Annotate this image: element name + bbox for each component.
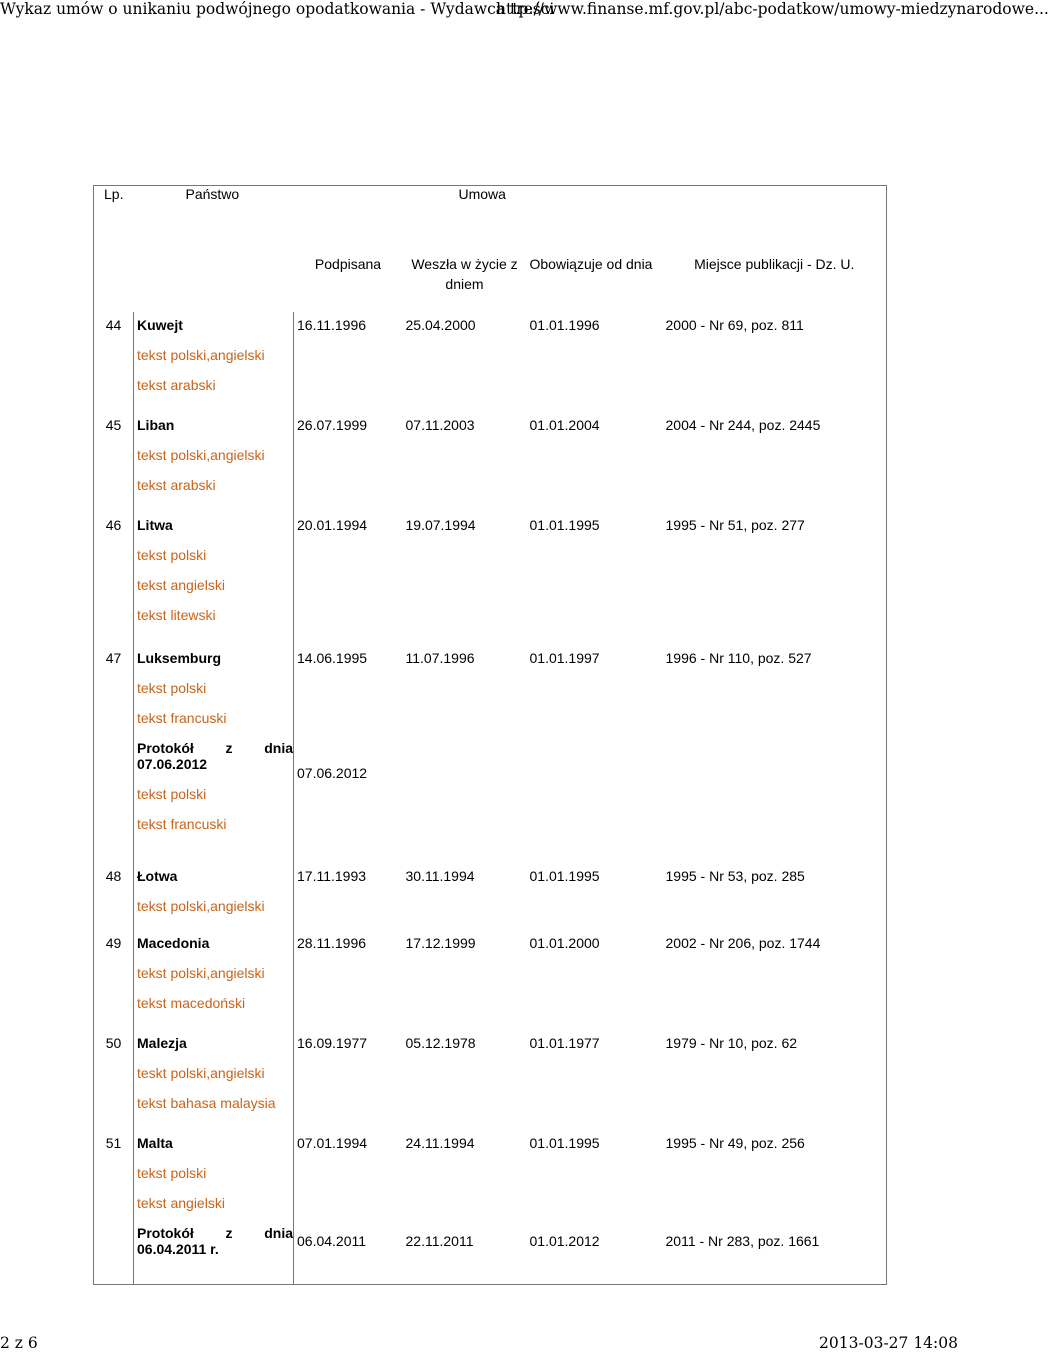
country-cell <box>134 412 294 512</box>
in-force-date: 19.07.1994 <box>405 517 476 533</box>
signed-date-cell <box>294 645 403 863</box>
applies-from-date: 01.01.1995 <box>529 1135 600 1151</box>
row-number: 51 <box>94 1130 134 1284</box>
signed-date: 14.06.1995 <box>297 650 368 666</box>
protocol-z: z <box>225 1225 233 1241</box>
publication-ref: 1995 - Nr 51, poz. 277 <box>665 517 805 533</box>
in-force-date-cell <box>403 312 527 412</box>
country-cell <box>134 312 294 412</box>
in-force-date-cell <box>403 1030 527 1130</box>
text-link[interactable]: tekst arabski <box>137 477 216 493</box>
table-body <box>94 312 887 1284</box>
signed-date: 17.11.1993 <box>297 868 367 884</box>
applies-from-date-cell <box>527 312 663 412</box>
protocol-date: 06.04.2011 r. <box>137 1241 219 1257</box>
protocol-label <box>137 740 293 772</box>
protocol-word: Protokół <box>137 1225 194 1241</box>
publication-ref-cell <box>663 512 887 645</box>
print-datetime: 2013-03-27 14:08 <box>819 1334 958 1352</box>
country-name: Luksemburg <box>137 650 222 666</box>
in-force-date-cell <box>403 512 527 645</box>
header-publication: Miejsce publikacji - Dz. U. <box>694 256 855 272</box>
header-signed: Podpisana <box>314 256 382 272</box>
publication-ref: 2000 - Nr 69, poz. 811 <box>665 317 804 333</box>
text-link[interactable]: tekst polski <box>137 547 207 563</box>
in-force-date: 30.11.1994 <box>405 868 475 884</box>
print-header <box>0 0 1049 22</box>
text-link[interactable]: tekst polski <box>137 1165 207 1181</box>
header-country: Państwo <box>185 186 240 202</box>
publication-ref-cell <box>663 312 887 412</box>
applies-from-date-cell <box>527 930 663 1030</box>
table-row <box>94 1030 887 1130</box>
applies-from-date-cell <box>527 863 663 930</box>
country-name: Malta <box>137 1135 173 1151</box>
publication-ref: 1996 - Nr 110, poz. 527 <box>665 650 812 666</box>
country-name: Malezja <box>137 1035 187 1051</box>
row-number: 47 <box>94 645 134 863</box>
text-link[interactable]: tekst francuski <box>137 710 227 726</box>
page-url: http://www.finanse.mf.gov.pl/abc-podatkow/umowy-miedzynarodowe... <box>496 0 1049 18</box>
publication-ref-cell <box>663 412 887 512</box>
text-link[interactable]: tekst polski <box>137 786 207 802</box>
publication-ref: 2002 - Nr 206, poz. 1744 <box>665 935 821 951</box>
signed-date-cell <box>294 412 403 512</box>
in-force-date-cell <box>403 930 527 1030</box>
publication-ref: 1995 - Nr 53, poz. 285 <box>665 868 805 884</box>
protocol-applies-from-date: 01.01.2012 <box>529 1233 600 1249</box>
country-cell <box>134 863 294 930</box>
signed-date-cell <box>294 863 403 930</box>
protocol-signed-date: 06.04.2011 <box>297 1233 367 1249</box>
table-row <box>94 512 887 645</box>
text-link[interactable]: tekst angielski <box>137 1195 225 1211</box>
protocol-word: Protokół <box>137 740 194 756</box>
text-link[interactable]: tekst angielski <box>137 577 225 593</box>
applies-from-date: 01.01.2000 <box>529 935 600 951</box>
publication-ref-cell <box>663 1030 887 1130</box>
row-number: 44 <box>94 312 134 412</box>
text-link[interactable]: tekst arabski <box>137 377 216 393</box>
signed-date: 26.07.1999 <box>297 417 368 433</box>
applies-from-date: 01.01.1977 <box>529 1035 600 1051</box>
signed-date-cell <box>294 930 403 1030</box>
country-cell <box>134 512 294 645</box>
protocol-in-force-date: 22.11.2011 <box>405 1233 474 1249</box>
row-number: 48 <box>94 863 134 930</box>
in-force-date-cell <box>403 412 527 512</box>
publication-ref-cell <box>663 930 887 1030</box>
publication-ref-cell <box>663 1130 887 1284</box>
row-number: 50 <box>94 1030 134 1130</box>
signed-date-cell <box>294 1130 403 1284</box>
table-row <box>94 412 887 512</box>
protocol-z: z <box>225 740 233 756</box>
tax-agreements-table <box>93 185 887 1285</box>
country-name: Łotwa <box>137 868 178 884</box>
country-cell <box>134 645 294 863</box>
table-row <box>94 930 887 1030</box>
row-number: 46 <box>94 512 134 645</box>
text-link[interactable]: tekst francuski <box>137 816 227 832</box>
text-link[interactable]: tekst polski,angielski <box>137 447 265 463</box>
protocol-signed-date: 07.06.2012 <box>297 765 368 781</box>
row-number: 45 <box>94 412 134 512</box>
in-force-date-cell <box>403 863 527 930</box>
publication-ref: 2004 - Nr 244, poz. 2445 <box>665 417 821 433</box>
country-name: Macedonia <box>137 935 210 951</box>
print-footer <box>0 1334 960 1354</box>
header-agreement: Umowa <box>458 186 506 202</box>
table-row <box>94 863 887 930</box>
table-row <box>94 1130 887 1284</box>
publication-ref-cell <box>663 645 887 863</box>
in-force-date-cell <box>403 1130 527 1284</box>
publication-ref-cell <box>663 863 887 930</box>
in-force-date: 24.11.1994 <box>405 1135 475 1151</box>
table-row <box>94 645 887 863</box>
country-cell <box>134 930 294 1030</box>
in-force-date-cell <box>403 645 527 863</box>
text-link[interactable]: tekst litewski <box>137 607 216 623</box>
signed-date-cell <box>294 512 403 645</box>
header-row-2 <box>94 254 887 312</box>
table-row <box>94 312 887 412</box>
country-name: Kuwejt <box>137 317 183 333</box>
applies-from-date: 01.01.1996 <box>529 317 600 333</box>
applies-from-date-cell <box>527 412 663 512</box>
signed-date: 28.11.1996 <box>297 935 367 951</box>
in-force-date: 05.12.1978 <box>405 1035 476 1051</box>
page-number: 2 z 6 <box>0 1334 38 1352</box>
text-link[interactable]: tekst polski,angielski <box>137 347 265 363</box>
signed-date: 20.01.1994 <box>297 517 368 533</box>
text-link[interactable]: teskt polski,angielski <box>137 1065 265 1081</box>
page-title: Wykaz umów o unikaniu podwójnego opodatkowania - Wydawca treści <box>0 0 555 18</box>
publication-ref: 1995 - Nr 49, poz. 256 <box>665 1135 805 1151</box>
in-force-date: 25.04.2000 <box>405 317 476 333</box>
signed-date: 07.01.1994 <box>297 1135 368 1151</box>
protocol-label <box>137 1225 293 1257</box>
text-link[interactable]: tekst polski <box>137 680 207 696</box>
country-name: Litwa <box>137 517 173 533</box>
signed-date-cell <box>294 1030 403 1130</box>
row-number: 49 <box>94 930 134 1030</box>
protocol-publication-ref: 2011 - Nr 283, poz. 1661 <box>665 1233 820 1249</box>
applies-from-date-cell <box>527 1130 663 1284</box>
text-link[interactable]: tekst macedoński <box>137 995 246 1011</box>
header-lp: Lp. <box>104 186 124 202</box>
applies-from-date: 01.01.2004 <box>529 417 600 433</box>
country-cell <box>134 1030 294 1130</box>
in-force-date: 07.11.2003 <box>405 417 475 433</box>
applies-from-date: 01.01.1995 <box>529 868 600 884</box>
in-force-date: 11.07.1996 <box>405 650 475 666</box>
signed-date: 16.09.1977 <box>297 1035 368 1051</box>
text-link[interactable]: tekst polski,angielski <box>137 965 265 981</box>
applies-from-date: 01.01.1997 <box>529 650 600 666</box>
applies-from-date: 01.01.1995 <box>529 517 600 533</box>
signed-date-cell <box>294 312 403 412</box>
signed-date: 16.11.1996 <box>297 317 367 333</box>
publication-ref: 1979 - Nr 10, poz. 62 <box>665 1035 798 1051</box>
applies-from-date-cell <box>527 645 663 863</box>
protocol-dnia: dnia <box>264 740 293 756</box>
protocol-date: 07.06.2012 <box>137 756 208 772</box>
header-row-1 <box>94 186 887 255</box>
country-name: Liban <box>137 417 175 433</box>
text-link[interactable]: tekst polski,angielski <box>137 898 265 914</box>
protocol-dnia: dnia <box>264 1225 293 1241</box>
header-in-force: Weszła w życie z dniem <box>411 256 518 292</box>
in-force-date: 17.12.1999 <box>405 935 476 951</box>
applies-from-date-cell <box>527 1030 663 1130</box>
text-link[interactable]: tekst bahasa malaysia <box>137 1095 276 1111</box>
country-cell <box>134 1130 294 1284</box>
applies-from-date-cell <box>527 512 663 645</box>
header-applies-from: Obowiązuje od dnia <box>529 256 653 272</box>
